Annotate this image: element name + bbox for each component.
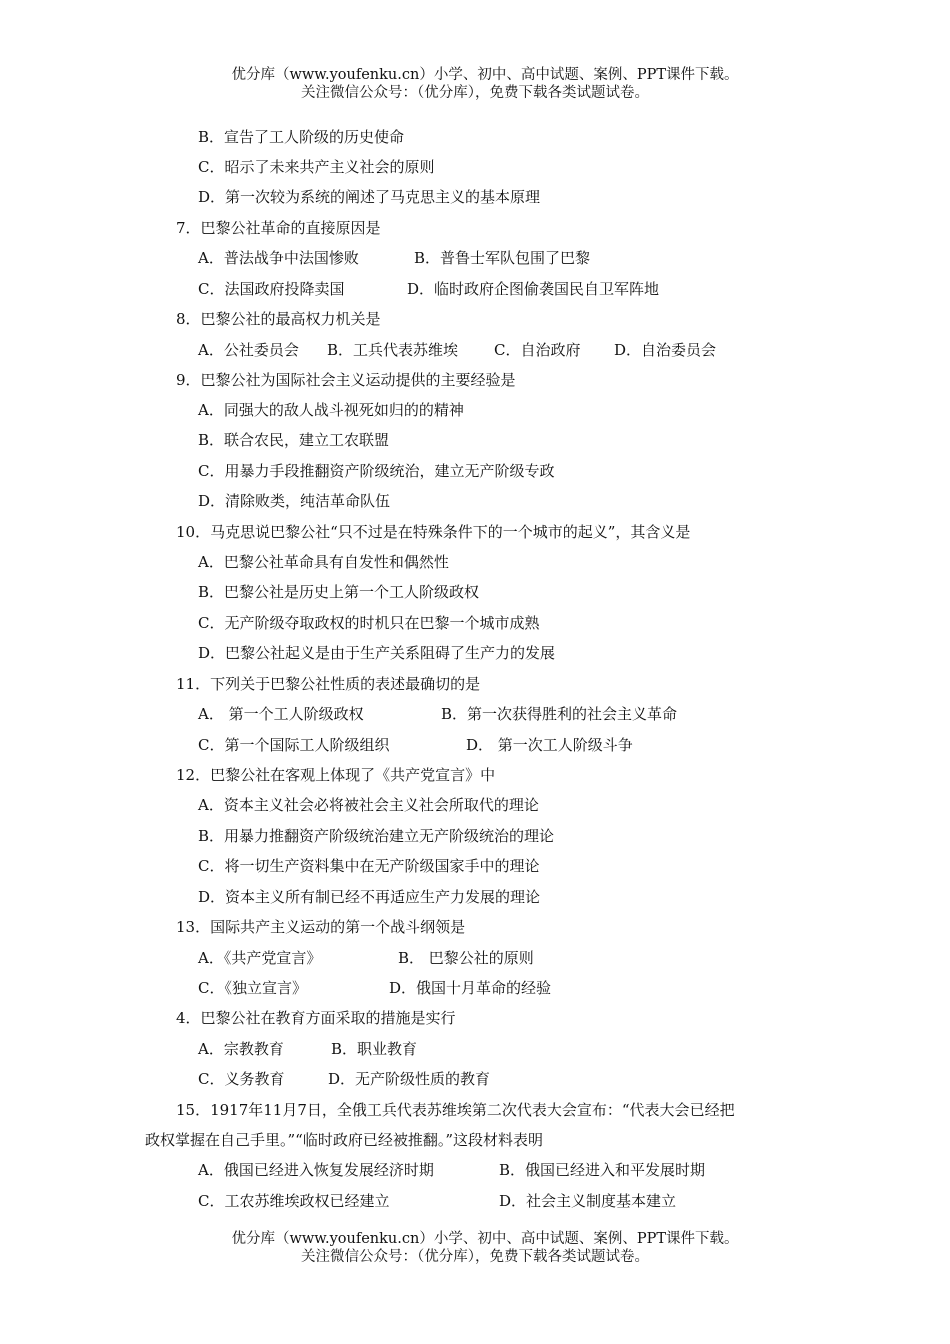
page-header — [0, 66, 950, 102]
option: C．将一切生产资料集中在无产阶级国家手中的理论 — [198, 857, 540, 875]
option: C．法国政府投降卖国 — [198, 280, 345, 298]
option: D．社会主义制度基本建立 — [499, 1192, 677, 1210]
option: C．第一个国际工人阶级组织 — [198, 736, 390, 754]
page-footer — [0, 1230, 950, 1266]
footer-line-2: 关注微信公众号：（优分库），免费下载各类试题试卷。 — [301, 1249, 649, 1265]
option: B．工兵代表苏维埃 — [327, 341, 459, 359]
option: B．联合农民，建立工农联盟 — [198, 431, 390, 449]
header-line-2: 关注微信公众号：（优分库），免费下载各类试题试卷。 — [301, 85, 649, 101]
option: B．普鲁士军队包围了巴黎 — [414, 249, 591, 267]
question-stem: 12．巴黎公社在客观上体现了《共产党宣言》中 — [176, 766, 496, 784]
option: B．俄国已经进入和平发展时期 — [499, 1161, 706, 1179]
question-stem: 13．国际共产主义运动的第一个战斗纲领是 — [176, 918, 466, 936]
option: A．同强大的敌人战斗视死如归的的精神 — [198, 401, 464, 419]
option: C．义务教育 — [198, 1070, 285, 1088]
footer-line-1: 优分库（www.youfenku.cn）小学、初中、高中试题、案例、PPT课件下载。 — [231, 1231, 739, 1247]
option: C．自治政府 — [494, 341, 581, 359]
option: B．职业教育 — [331, 1040, 418, 1058]
option: C．无产阶级夺取政权的时机只在巴黎一个城市成熟 — [198, 614, 540, 632]
option: C．工农苏维埃政权已经建立 — [198, 1192, 390, 1210]
option: D．清除败类，纯洁革命队伍 — [198, 492, 391, 510]
option: A．巴黎公社革命具有自发性和偶然性 — [198, 553, 449, 571]
option-d: D．第一次较为系统的阐述了马克思主义的基本原理 — [198, 188, 541, 206]
option: D．临时政府企图偷袭国民自卫军阵地 — [407, 280, 660, 298]
option: D． 第一次工人阶级斗争 — [466, 736, 633, 754]
question-stem: 10．马克思说巴黎公社“只不过是在特殊条件下的一个城市的起义”，其含义是 — [176, 523, 691, 541]
question-stem: 7．巴黎公社革命的直接原因是 — [176, 219, 381, 237]
option: D．无产阶级性质的教育 — [328, 1070, 491, 1088]
option: A．俄国已经进入恢复发展经济时期 — [198, 1161, 434, 1179]
option: A．资本主义社会必将被社会主义社会所取代的理论 — [198, 796, 539, 814]
question-stem: 9．巴黎公社为国际社会主义运动提供的主要经验是 — [176, 371, 516, 389]
option-b: B．宣告了工人阶级的历史使命 — [198, 128, 405, 146]
header-line-1: 优分库（www.youfenku.cn）小学、初中、高中试题、案例、PPT课件下载。 — [231, 67, 739, 83]
option: C．用暴力手段推翻资产阶级统治，建立无产阶级专政 — [198, 462, 555, 480]
option: B．第一次获得胜利的社会主义革命 — [441, 705, 678, 723]
question-stem-continued: 政权掌握在自己手里。”“临时政府已经被推翻。”这段材料表明 — [145, 1131, 544, 1149]
option: A．宗教教育 — [198, 1040, 284, 1058]
option: B．用暴力推翻资产阶级统治建立无产阶级统治的理论 — [198, 827, 555, 845]
question-stem: 4．巴黎公社在教育方面采取的措施是实行 — [176, 1009, 456, 1027]
option: D．资本主义所有制已经不再适应生产力发展的理论 — [198, 888, 541, 906]
option: A． 第一个工人阶级政权 — [198, 705, 364, 723]
question-stem: 15．1917年11月7日，全俄工兵代表苏维埃第二次代表大会宣布：“代表大会已经把 — [176, 1101, 735, 1119]
option-c: C．昭示了未来共产主义社会的原则 — [198, 158, 435, 176]
option: A．公社委员会 — [198, 341, 299, 359]
question-stem: 8．巴黎公社的最高权力机关是 — [176, 310, 381, 328]
option: D．俄国十月革命的经验 — [389, 979, 552, 997]
question-stem: 11．下列关于巴黎公社性质的表述最确切的是 — [176, 675, 481, 693]
option: D．自治委员会 — [614, 341, 717, 359]
option: B． 巴黎公社的原则 — [398, 949, 534, 967]
option: C．《独立宣言》 — [198, 979, 307, 997]
option: D．巴黎公社起义是由于生产关系阻碍了生产力的发展 — [198, 644, 556, 662]
option: A．《共产党宣言》 — [198, 949, 322, 967]
option: B．巴黎公社是历史上第一个工人阶级政权 — [198, 583, 480, 601]
option: A．普法战争中法国惨败 — [198, 249, 359, 267]
